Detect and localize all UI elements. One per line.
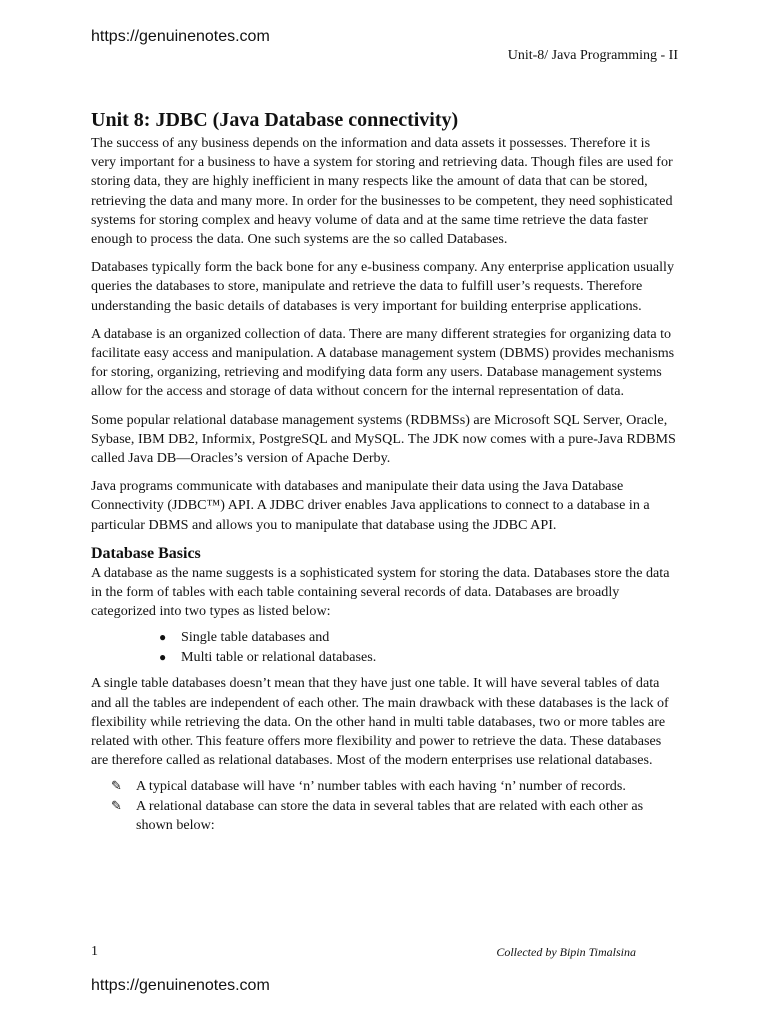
bullet-dot-icon: ● — [159, 630, 167, 645]
section-intro: A database as the name suggests is a sophisticated system for storing the data. Databases store the data in the form of tables with each table containing several records of data. Databases are broadly categorized into two types as listed below: — [91, 564, 670, 620]
bullet-dot-icon: ● — [159, 649, 167, 664]
list-item-text: Single table databases and — [181, 629, 330, 646]
arrow-list — [91, 777, 678, 836]
paragraph: A database is an organized collection of data. There are many different strategies for organizing data to facilitate easy access and manipulation. A database management system (DBMS) provides mechanisms for storing, organizing, retrieving and modifying data form any users. Database management systems allow for the access and storage of data without concern for the internal representation of data. — [91, 325, 675, 400]
list-item-text: Multi table or relational databases. — [181, 648, 377, 665]
list-item-text: A typical database will have ‘n’ number tables with each having ‘n’ number of records. — [136, 778, 626, 795]
collected-by-credit: Collected by Bipin Timalsina — [496, 945, 636, 959]
document-title: Unit 8: JDBC (Java Database connectivity) — [91, 109, 459, 131]
bullet-list — [91, 628, 678, 667]
list-item — [111, 777, 678, 797]
pen-arrow-icon: ✎ — [111, 779, 122, 795]
document-body — [91, 108, 678, 836]
section-heading: Database Basics — [91, 544, 201, 562]
pen-arrow-icon: ✎ — [111, 798, 122, 814]
list-item-text: A relational database can store the data in several tables that are related with each other as shown below: — [136, 797, 644, 834]
site-url-bottom[interactable]: https://genuinenotes.com — [91, 977, 270, 994]
list-item — [111, 797, 678, 836]
list-item — [157, 628, 678, 648]
page-header-unit-label: Unit-8/ Java Programming - II — [507, 48, 678, 63]
page-number: 1 — [91, 944, 98, 959]
section-body: A single table databases doesn’t mean that they have just one table. It will have several tables of data and all the tables are independent of each other. The main drawback with these databases is the lack of flexibility while retrieving the data. On the other hand in multi table databases, two or more tables are related with other. This feature offers more flexibility and power to retrieve the data. These databases are therefore called as relational databases. Most of the modern enterprises use relational databases. — [91, 675, 669, 769]
paragraph: Java programs communicate with databases and manipulate their data using the Java Database Connectivity (JDBC™) API. A JDBC driver enables Java applications to connect to a database in a particular DBMS and allows you to manipulate that database using the JDBC API. — [91, 478, 650, 533]
list-item — [157, 648, 678, 668]
paragraph: The success of any business depends on the information and data assets it possesses. Therefore it is very important for a business to have a system for storing and retrieving data. Though files are used for storing data, they are highly inefficient in many respects like the amount of data that can be stored, retrieving the data and many more. In order for the businesses to be competent, they need sophisticated systems for storing complex and heavy volume of data and at the same time retrieve the data faster enough to process the data. One such systems are the so called Databases. — [91, 135, 673, 248]
paragraph: Databases typically form the back bone for any e-business company. Any enterprise application usually queries the databases to store, manipulate and retrieve the data to fulfill user’s requests. Therefore understanding the basic details of databases is very important for building enterprise applications. — [91, 259, 675, 314]
paragraph: Some popular relational database management systems (RDBMSs) are Microsoft SQL Server, Oracle, Sybase, IBM DB2, Informix, PostgreSQL and MySQL. The JDK now comes with a pure-Java RDBMS called Java DB—Oracles’s version of Apache Derby. — [91, 411, 676, 467]
site-url-top[interactable]: https://genuinenotes.com — [91, 28, 270, 45]
